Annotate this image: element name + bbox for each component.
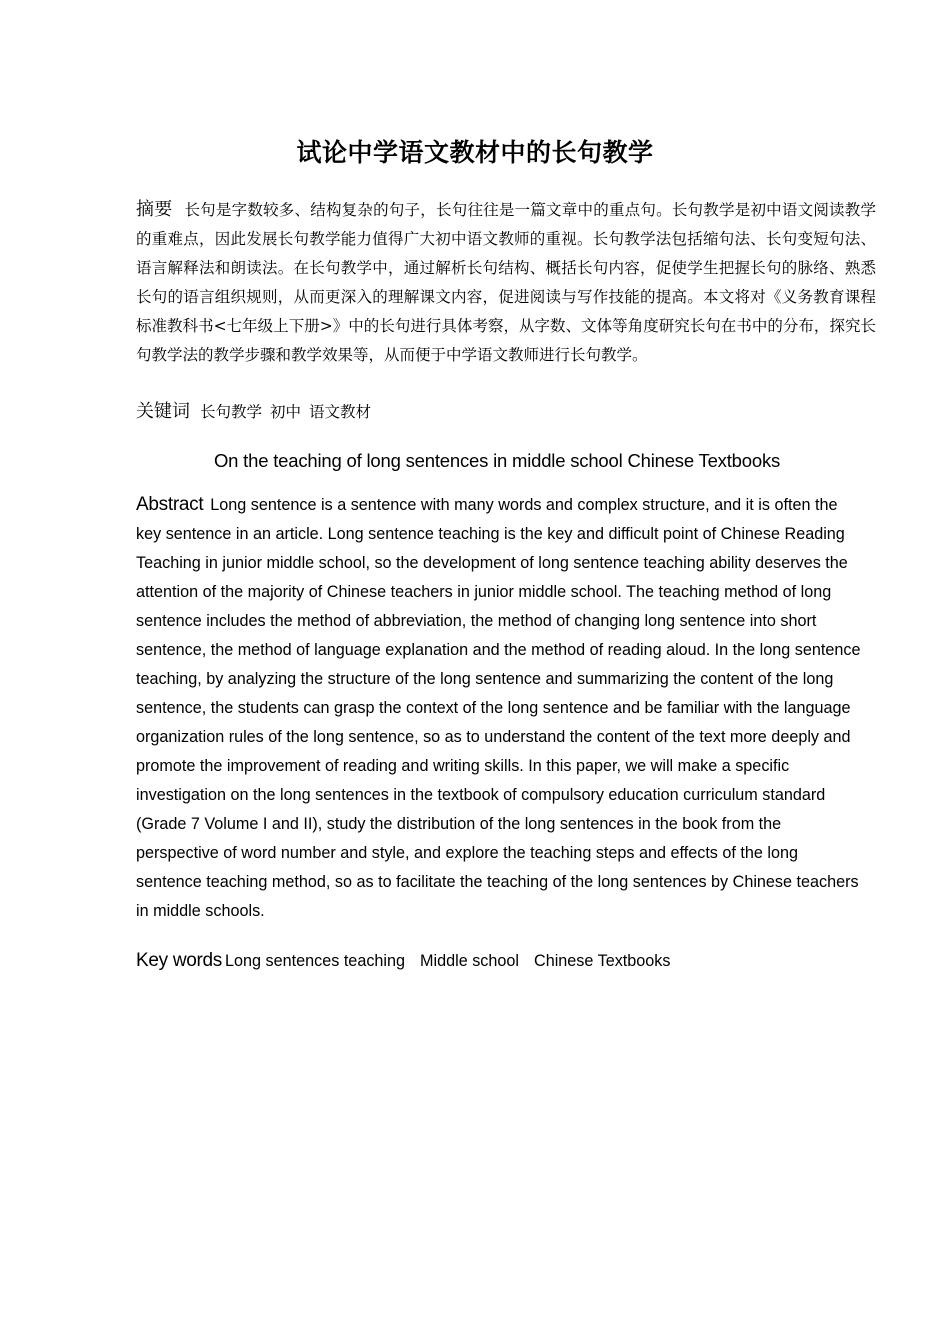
chinese-abstract-text: 长句是字数较多、结构复杂的句子，长句往往是一篇文章中的重点句。长句教学是初中语文阅读教学的重难点，因此发展长句教学能力值得广大初中语文教师的重视。长句教学法包括缩句法、长句变短句法、语言解释法和朗读法。在长句教学中，通过解析长句结构、概括长句内容，促使学生把握长句的脉络、熟悉长句的语言组织规则，从而更深入的理解课文内容，促进阅读与写作技能的提高。本文将对《义务教育课程标准教科书<七年级上下册>》中的长句进行具体考察，从字数、文体等角度研究长句在书中的分布，探究长句教学法的教学步骤和教学效果等，从而便于中学语文教师进行长句教学。	[136, 201, 876, 364]
english-keyword: Middle school	[420, 952, 519, 970]
english-abstract-label: Abstract	[136, 494, 204, 515]
chinese-keywords-label: 关键词	[136, 401, 190, 422]
chinese-keyword: 初中	[270, 403, 302, 421]
chinese-keywords	[136, 398, 876, 426]
english-abstract-text: Long sentence is a sentence with many words and complex structure, and it is often the key sentence in an article. Long sentence teaching is the key and difficult point of Chinese Reading Teaching in junior middle school, so the development of long sentence teaching ability deserves the attention of the majority of Chinese teachers in junior middle school. The teaching method of long sentence includes the method of abbreviation, the method of changing long sentence into short sentence, the method of language explanation and the method of reading aloud. In the long sentence teaching, by analyzing the structure of the long sentence and summarizing the content of the long sentence, the students can grasp the context of the long sentence and be familiar with the language organization rules of the long sentence, so as to understand the content of the text more deeply and promote the improvement of reading and writing skills. In this paper, we will make a specific investigation on the long sentences in the textbook of compulsory education curriculum standard (Grade 7 Volume I and II), study the distribution of the long sentences in the book from the perspective of word number and style, and explore the teaching steps and effects of the long sentence teaching method, so as to facilitate the teaching of the long sentences by Chinese teachers in middle schools.	[136, 496, 861, 920]
chinese-abstract-label: 摘要	[136, 199, 173, 220]
chinese-keyword: 长句教学	[200, 403, 263, 421]
chinese-keyword: 语文教材	[309, 403, 372, 421]
english-abstract	[136, 490, 861, 926]
english-keywords	[136, 946, 876, 976]
english-keywords-label: Key words	[136, 950, 223, 971]
chinese-abstract	[136, 195, 876, 370]
english-title: On the teaching of long sentences in middle school Chinese Textbooks	[213, 450, 781, 471]
english-keyword: Long sentences teaching	[225, 952, 406, 970]
chinese-title: 试论中学语文教材中的长句教学	[296, 138, 654, 167]
english-keyword: Chinese Textbooks	[534, 952, 671, 970]
